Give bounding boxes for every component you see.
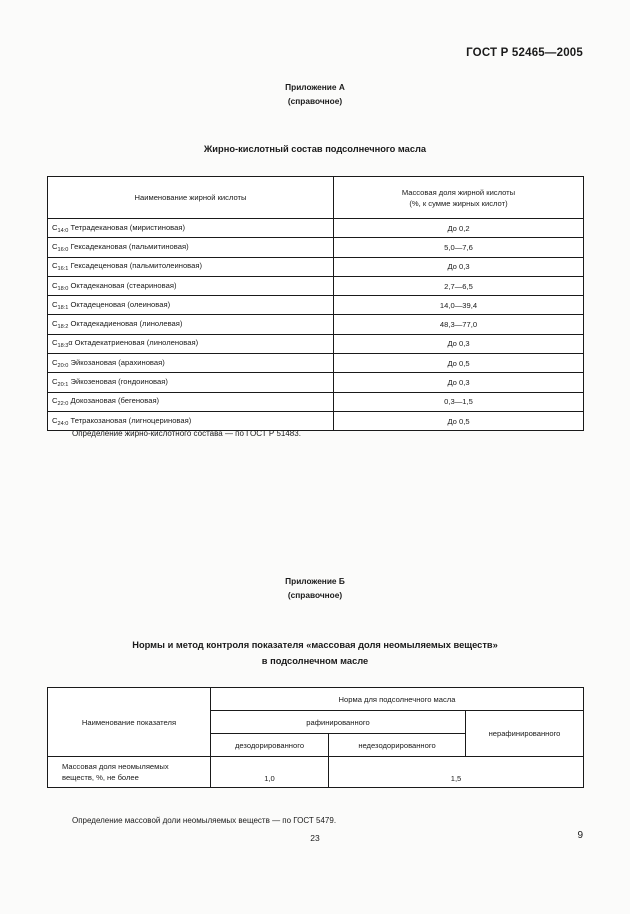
table-row	[48, 392, 584, 411]
acid-value-cell: До 0,3	[334, 334, 584, 353]
acid-subscript: 18:0	[57, 285, 69, 292]
acid-name-cell	[48, 257, 334, 276]
acid-value-cell: До 0,5	[334, 354, 584, 373]
appendix-b-title	[0, 637, 630, 669]
table-row	[48, 257, 584, 276]
appendix-b-title-line1: Нормы и метод контроля показателя «массовая доля неомыляемых веществ»	[132, 640, 498, 650]
table-row	[48, 334, 584, 353]
page-number-right: 9	[577, 830, 583, 841]
table-header-row-1	[48, 688, 584, 711]
acid-subscript: 18:1	[57, 304, 69, 311]
acid-symbol: C	[52, 377, 58, 387]
acid-subscript: 22:0	[57, 401, 69, 408]
acid-subscript: 20:1	[57, 382, 69, 389]
appendix-b-note: Определение массовой доли неомыляемых веществ — по ГОСТ 5479.	[72, 816, 337, 825]
appendix-b-label: Приложение Б	[285, 576, 345, 586]
acid-symbol: C	[52, 299, 58, 309]
acid-subscript: 18:2	[57, 324, 69, 331]
table-row	[48, 315, 584, 334]
table-row	[48, 373, 584, 392]
fatty-acid-table	[47, 176, 584, 431]
acid-symbol: C	[52, 319, 58, 329]
page-number-center: 23	[310, 833, 320, 843]
table-row	[48, 276, 584, 295]
table-row	[48, 219, 584, 238]
table-row	[48, 296, 584, 315]
acid-name-cell	[48, 276, 334, 295]
value-rest: 1,5	[329, 757, 584, 788]
acid-value-cell: До 0,5	[334, 411, 584, 430]
acid-value-cell: 5,0—7,6	[334, 238, 584, 257]
header-acid-name: Наименование жирной кислоты	[48, 177, 334, 219]
acid-full-name: Октадекатриеновая (линоленовая)	[74, 338, 199, 348]
indicator-line1: Массовая доля неомыляемых	[62, 762, 169, 771]
acid-value-cell: До 0,3	[334, 373, 584, 392]
unsaponifiables-table	[47, 687, 584, 788]
acid-symbol: C	[52, 415, 58, 425]
acid-full-name: Гексадеценовая (пальмитолеиновая)	[70, 261, 202, 271]
acid-subscript: 18:3	[57, 343, 69, 350]
header-mass-fraction-line2: (%, к сумме жирных кислот)	[409, 198, 508, 208]
acid-value-cell: 14,0—39,4	[334, 296, 584, 315]
acid-full-name: Октадеценовая (олеиновая)	[70, 299, 171, 309]
header-norm: Норма для подсолнечного масла	[211, 688, 584, 711]
indicator-cell	[48, 757, 211, 788]
acid-full-name: Эйкозеновая (гондоиновая)	[70, 377, 168, 387]
acid-symbol: C	[52, 261, 58, 271]
acid-symbol: C	[52, 241, 58, 251]
acid-value-cell: До 0,3	[334, 257, 584, 276]
acid-name-cell	[48, 354, 334, 373]
acid-value-cell: 2,7—6,5	[334, 276, 584, 295]
appendix-a-title: Жирно-кислотный состав подсолнечного масла	[203, 144, 427, 154]
acid-value-cell: 0,3—1,5	[334, 392, 584, 411]
appendix-b-kind: (справочное)	[287, 590, 343, 600]
acid-full-name: Октадекадиеновая (линолевая)	[70, 319, 183, 329]
acid-value-cell: До 0,2	[334, 219, 584, 238]
acid-subscript: 20:0	[57, 362, 69, 369]
acid-subscript: 24:0	[57, 420, 69, 427]
acid-name-cell	[48, 315, 334, 334]
header-deodorized: дезодорированного	[211, 734, 329, 757]
acid-name-cell	[48, 238, 334, 257]
acid-value-cell: 48,3—77,0	[334, 315, 584, 334]
header-mass-fraction	[334, 177, 584, 219]
table-header-row	[48, 177, 584, 219]
acid-full-name: Гексадекановая (пальмитиновая)	[70, 241, 189, 251]
appendix-b-title-line2: в подсолнечном масле	[261, 656, 369, 666]
header-refined: рафинированного	[211, 711, 466, 734]
acid-name-cell	[48, 296, 334, 315]
acid-symbol: C	[52, 396, 58, 406]
header-mass-fraction-line1: Массовая доля жирной кислоты	[401, 187, 516, 197]
table-row	[48, 757, 584, 788]
indicator-line2: веществ, %, не более	[62, 773, 139, 782]
standard-header: ГОСТ Р 52465—2005	[466, 47, 583, 59]
acid-name-cell	[48, 373, 334, 392]
acid-name-cell	[48, 392, 334, 411]
acid-symbol: C	[52, 280, 58, 290]
appendix-b-heading	[0, 574, 630, 602]
acid-symbol: C	[52, 357, 58, 367]
acid-full-name: Эйкозановая (арахиновая)	[70, 357, 165, 367]
value-deodorized: 1,0	[211, 757, 329, 788]
acid-symbol: C	[52, 338, 58, 348]
header-unrefined: нерафинированного	[466, 711, 584, 757]
table-row	[48, 238, 584, 257]
acid-full-name: Октадекановая (стеариновая)	[70, 280, 177, 290]
header-indicator-name: Наименование показателя	[48, 688, 211, 757]
table-row	[48, 354, 584, 373]
acid-name-cell	[48, 219, 334, 238]
appendix-a-heading	[0, 80, 630, 108]
appendix-a-label: Приложение А	[285, 82, 345, 92]
appendix-a-note: Определение жирно-кислотного состава — по ГОСТ Р 51483.	[72, 429, 301, 438]
acid-name-cell	[48, 334, 334, 353]
acid-subscript: 16:0	[57, 246, 69, 253]
acid-subscript: 16:1	[57, 266, 69, 273]
acid-subscript: 14:0	[57, 227, 69, 234]
acid-symbol: C	[52, 222, 58, 232]
appendix-a-kind: (справочное)	[287, 96, 343, 106]
header-non-deodorized: недезодорированного	[329, 734, 466, 757]
acid-full-name: Докозановая (бегеновая)	[70, 396, 160, 406]
acid-full-name: Тетрадекановая (миристиновая)	[70, 222, 185, 232]
acid-full-name: Тетракозановая (лигноцериновая)	[70, 415, 192, 425]
acid-alpha-marker: α	[68, 338, 73, 348]
